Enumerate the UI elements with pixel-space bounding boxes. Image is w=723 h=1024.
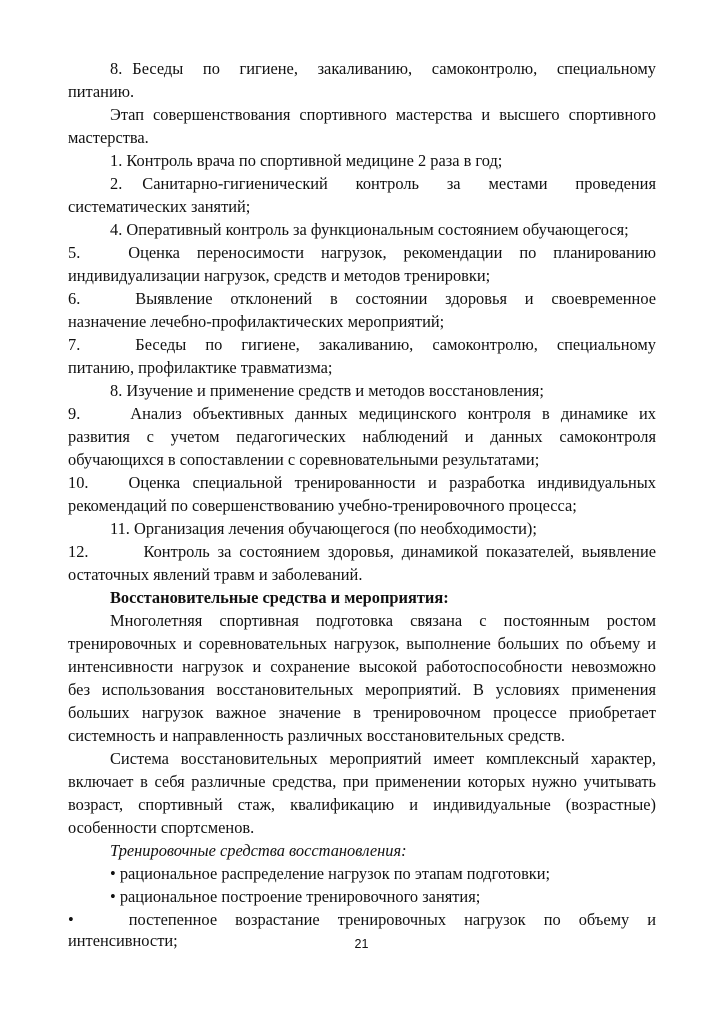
line-item-8-hygiene [110,57,656,80]
item-number: 8. [110,59,123,78]
text-line: систематических занятий; [68,197,251,216]
item-number: 10. [68,473,89,492]
list-item: 11. Организация лечения обучающегося (по необходимости); [110,519,537,538]
text-line: мастерства. [68,128,149,147]
section-heading: Восстановительные средства и мероприятия: [110,588,449,607]
line-text: Беседы по гигиене, закаливанию, самоконтролю, специальному [132,59,656,78]
subsection-heading: Тренировочные средства восстановления: [110,841,407,860]
list-item [68,471,656,494]
item-number: 2. [110,174,123,193]
text-line: обучающихся в сопоставлении с соревновательными результатами; [68,450,540,469]
paragraph-line: интенсивности нагрузок и сохранение высокой работоспособности невозможно [68,657,656,676]
text-line: интенсивности; [68,931,178,950]
text-line: питанию. [68,82,135,101]
paragraph-line: системность и направленность различных восстановительных средств. [68,726,566,745]
bullet-icon: • [68,910,74,929]
item-number: 9. [68,404,81,423]
list-item: 8. Изучение и применение средств и методов восстановления; [110,381,544,400]
bullet-item: • рациональное построение тренировочного занятия; [110,887,481,906]
paragraph-line: тренировочных и соревновательных нагрузок, выполнение больших по объему и [68,634,656,653]
stage-heading-line: Этап совершенствования спортивного мастерства и высшего спортивного [110,105,656,124]
line-text: Санитарно-гигиенический контроль за местами проведения [142,174,656,193]
paragraph-line: особенности спортсменов. [68,818,255,837]
list-item [68,287,656,310]
line-text: Оценка переносимости нагрузок, рекомендации по планированию [128,243,656,262]
paragraph-line: возраст, спортивный стаж, квалификацию и индивидуальные (возрастные) [68,795,656,814]
item-number: 6. [68,289,81,308]
item-number: 7. [68,335,81,354]
text-line: питанию, профилактике травматизма; [68,358,333,377]
list-item [110,172,656,195]
line-text: постепенное возрастание тренировочных нагрузок по объему и [128,910,656,929]
list-item: 1. Контроль врача по спортивной медицине 2 раза в год; [110,151,503,170]
list-item [68,333,656,356]
list-item [68,241,656,264]
bullet-item: • рациональное распределение нагрузок по этапам подготовки; [110,864,551,883]
line-text: Оценка специальной тренированности и разработка индивидуальных [128,473,656,492]
paragraph-line: больших нагрузок важное значение в тренировочном процессе приобретает [68,703,656,722]
paragraph-line: Система восстановительных мероприятий имеет комплексный характер, [110,749,656,768]
text-line: остаточных явлений травм и заболеваний. [68,565,363,584]
text-line: развития с учетом педагогических наблюдений и данных самоконтроля [68,427,656,446]
list-item [68,540,656,563]
line-text: Контроль за состоянием здоровья, динамикой показателей, выявление [143,542,656,561]
line-text: Выявление отклонений в состоянии здоровья и своевременное [135,289,656,308]
list-item [68,402,656,425]
paragraph-line: включает в себя различные средства, при применении которых нужно учитывать [68,772,656,791]
text-line: рекомендаций по совершенствованию учебно-тренировочного процесса; [68,496,577,515]
bullet-item [68,908,656,931]
item-number: 12. [68,542,89,561]
paragraph-line: Многолетняя спортивная подготовка связана с постоянным ростом [110,611,656,630]
item-number: 5. [68,243,81,262]
text-line: индивидуализации нагрузок, средств и методов тренировки; [68,266,491,285]
line-text: Анализ объективных данных медицинского контроля в динамике их [130,404,656,423]
list-item: 4. Оперативный контроль за функциональным состоянием обучающегося; [110,220,629,239]
text-line: назначение лечебно-профилактических мероприятий; [68,312,445,331]
page-number: 21 [354,937,369,951]
paragraph-line: без использования восстановительных мероприятий. В условиях применения [68,680,656,699]
line-text: Беседы по гигиене, закаливанию, самоконтролю, специальному [135,335,656,354]
